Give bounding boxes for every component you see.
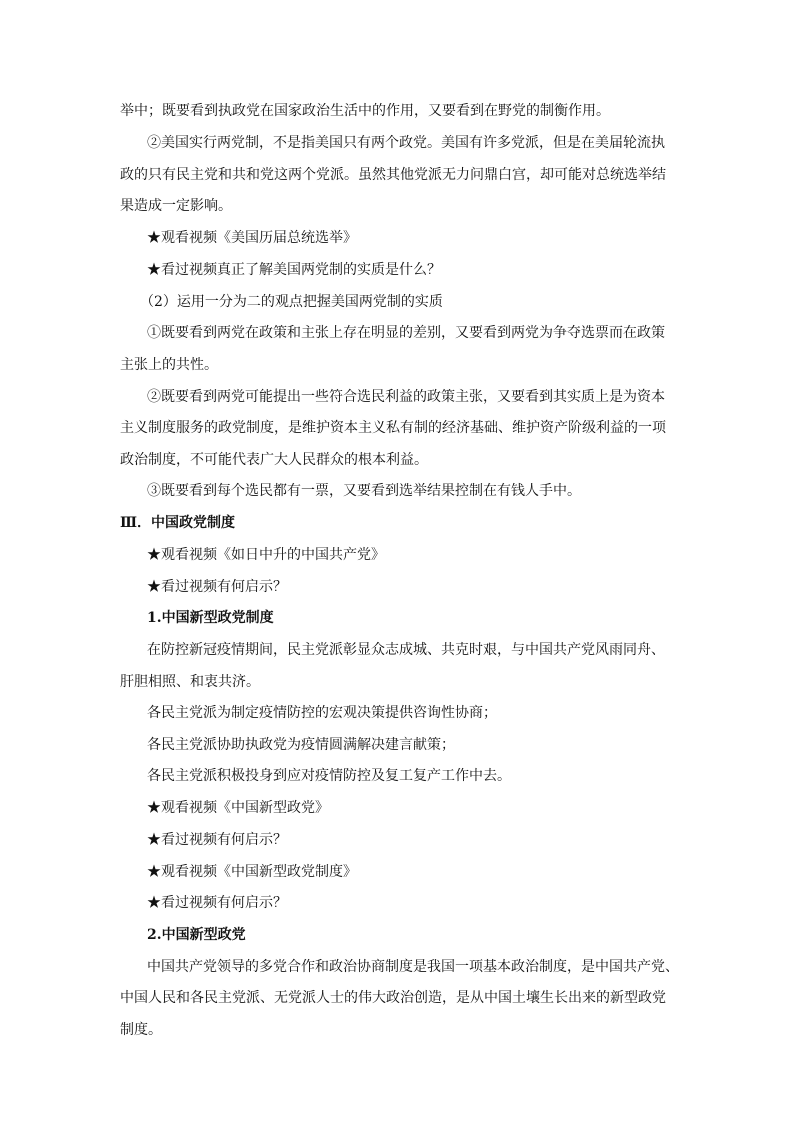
video-prompt: ★观看视频《美国历届总统选举》 [147, 230, 357, 246]
paragraph-line: 主张上的共性。 [120, 357, 218, 373]
paragraph-line: 各民主党派为制定疫情防控的宏观决策提供咨询性协商； [147, 705, 497, 721]
paragraph-line: 各民主党派协助执政党为疫情圆满解决建言献策； [147, 737, 455, 753]
video-prompt: ★观看视频《中国新型政党制度》 [147, 864, 357, 880]
video-question: ★看过视频真正了解美国两党制的实质是什么？ [147, 262, 441, 278]
paragraph-line: 举中；既要看到执政党在国家政治生活中的作用，又要看到在野党的制衡作用。 [120, 103, 610, 119]
video-prompt: ★观看视频《中国新型政党》 [147, 800, 329, 816]
paragraph-line: 制度。 [120, 1022, 162, 1038]
sub-heading: 1.中国新型政党制度 [147, 610, 274, 626]
paragraph-line: 肝胆相照、和衷共济。 [120, 674, 260, 690]
paragraph-line: ①既要看到两党在政策和主张上存在明显的差别，又要看到两党为争夺选票而在政策 [147, 325, 665, 341]
paragraph-line: 政的只有民主党和共和党这两个党派。虽然其他党派无力问鼎白宫，却可能对总统选举结 [120, 167, 666, 183]
video-question: ★看过视频有何启示？ [147, 832, 287, 848]
paragraph-line: 在防控新冠疫情期间，民主党派彰显众志成城、共克时艰，与中国共产党风雨同舟、 [147, 642, 665, 658]
paragraph-line: 中国共产党领导的多党合作和政治协商制度是我国一项基本政治制度，是中国共产党、 [147, 959, 679, 975]
section-heading: Ⅲ．中国政党制度 [120, 515, 236, 531]
paragraph-line: ③既要看到每个选民都有一票，又要看到选举结果控制在有钱人手中。 [147, 483, 581, 499]
paragraph-line: 中国人民和各民主党派、无党派人士的伟大政治创造，是从中国土壤生长出来的新型政党 [120, 990, 666, 1006]
video-prompt: ★观看视频《如日中升的中国共产党》 [147, 547, 385, 563]
video-question: ★看过视频有何启示？ [147, 895, 287, 911]
paragraph-line: ②美国实行两党制，不是指美国只有两个政党。美国有许多党派，但是在美届轮流执 [147, 135, 665, 151]
video-question: ★看过视频有何启示？ [147, 579, 287, 595]
paragraph-line: 主义制度服务的政党制度，是维护资本主义私有制的经济基础、维护资产阶级利益的一项 [120, 420, 666, 436]
paragraph-line: 政治制度，不可能代表广大人民群众的根本利益。 [120, 452, 428, 468]
paragraph-line: 各民主党派积极投身到应对疫情防控及复工复产工作中去。 [147, 768, 511, 784]
sub-heading: 2.中国新型政党 [147, 927, 246, 943]
paragraph-line: ②既要看到两党可能提出一些符合选民利益的政策主张，又要看到其实质上是为资本 [147, 389, 665, 405]
sub-heading: （2）运用一分为二的观点把握美国两党制的实质 [140, 294, 443, 310]
paragraph-line: 果造成一定影响。 [120, 198, 232, 214]
